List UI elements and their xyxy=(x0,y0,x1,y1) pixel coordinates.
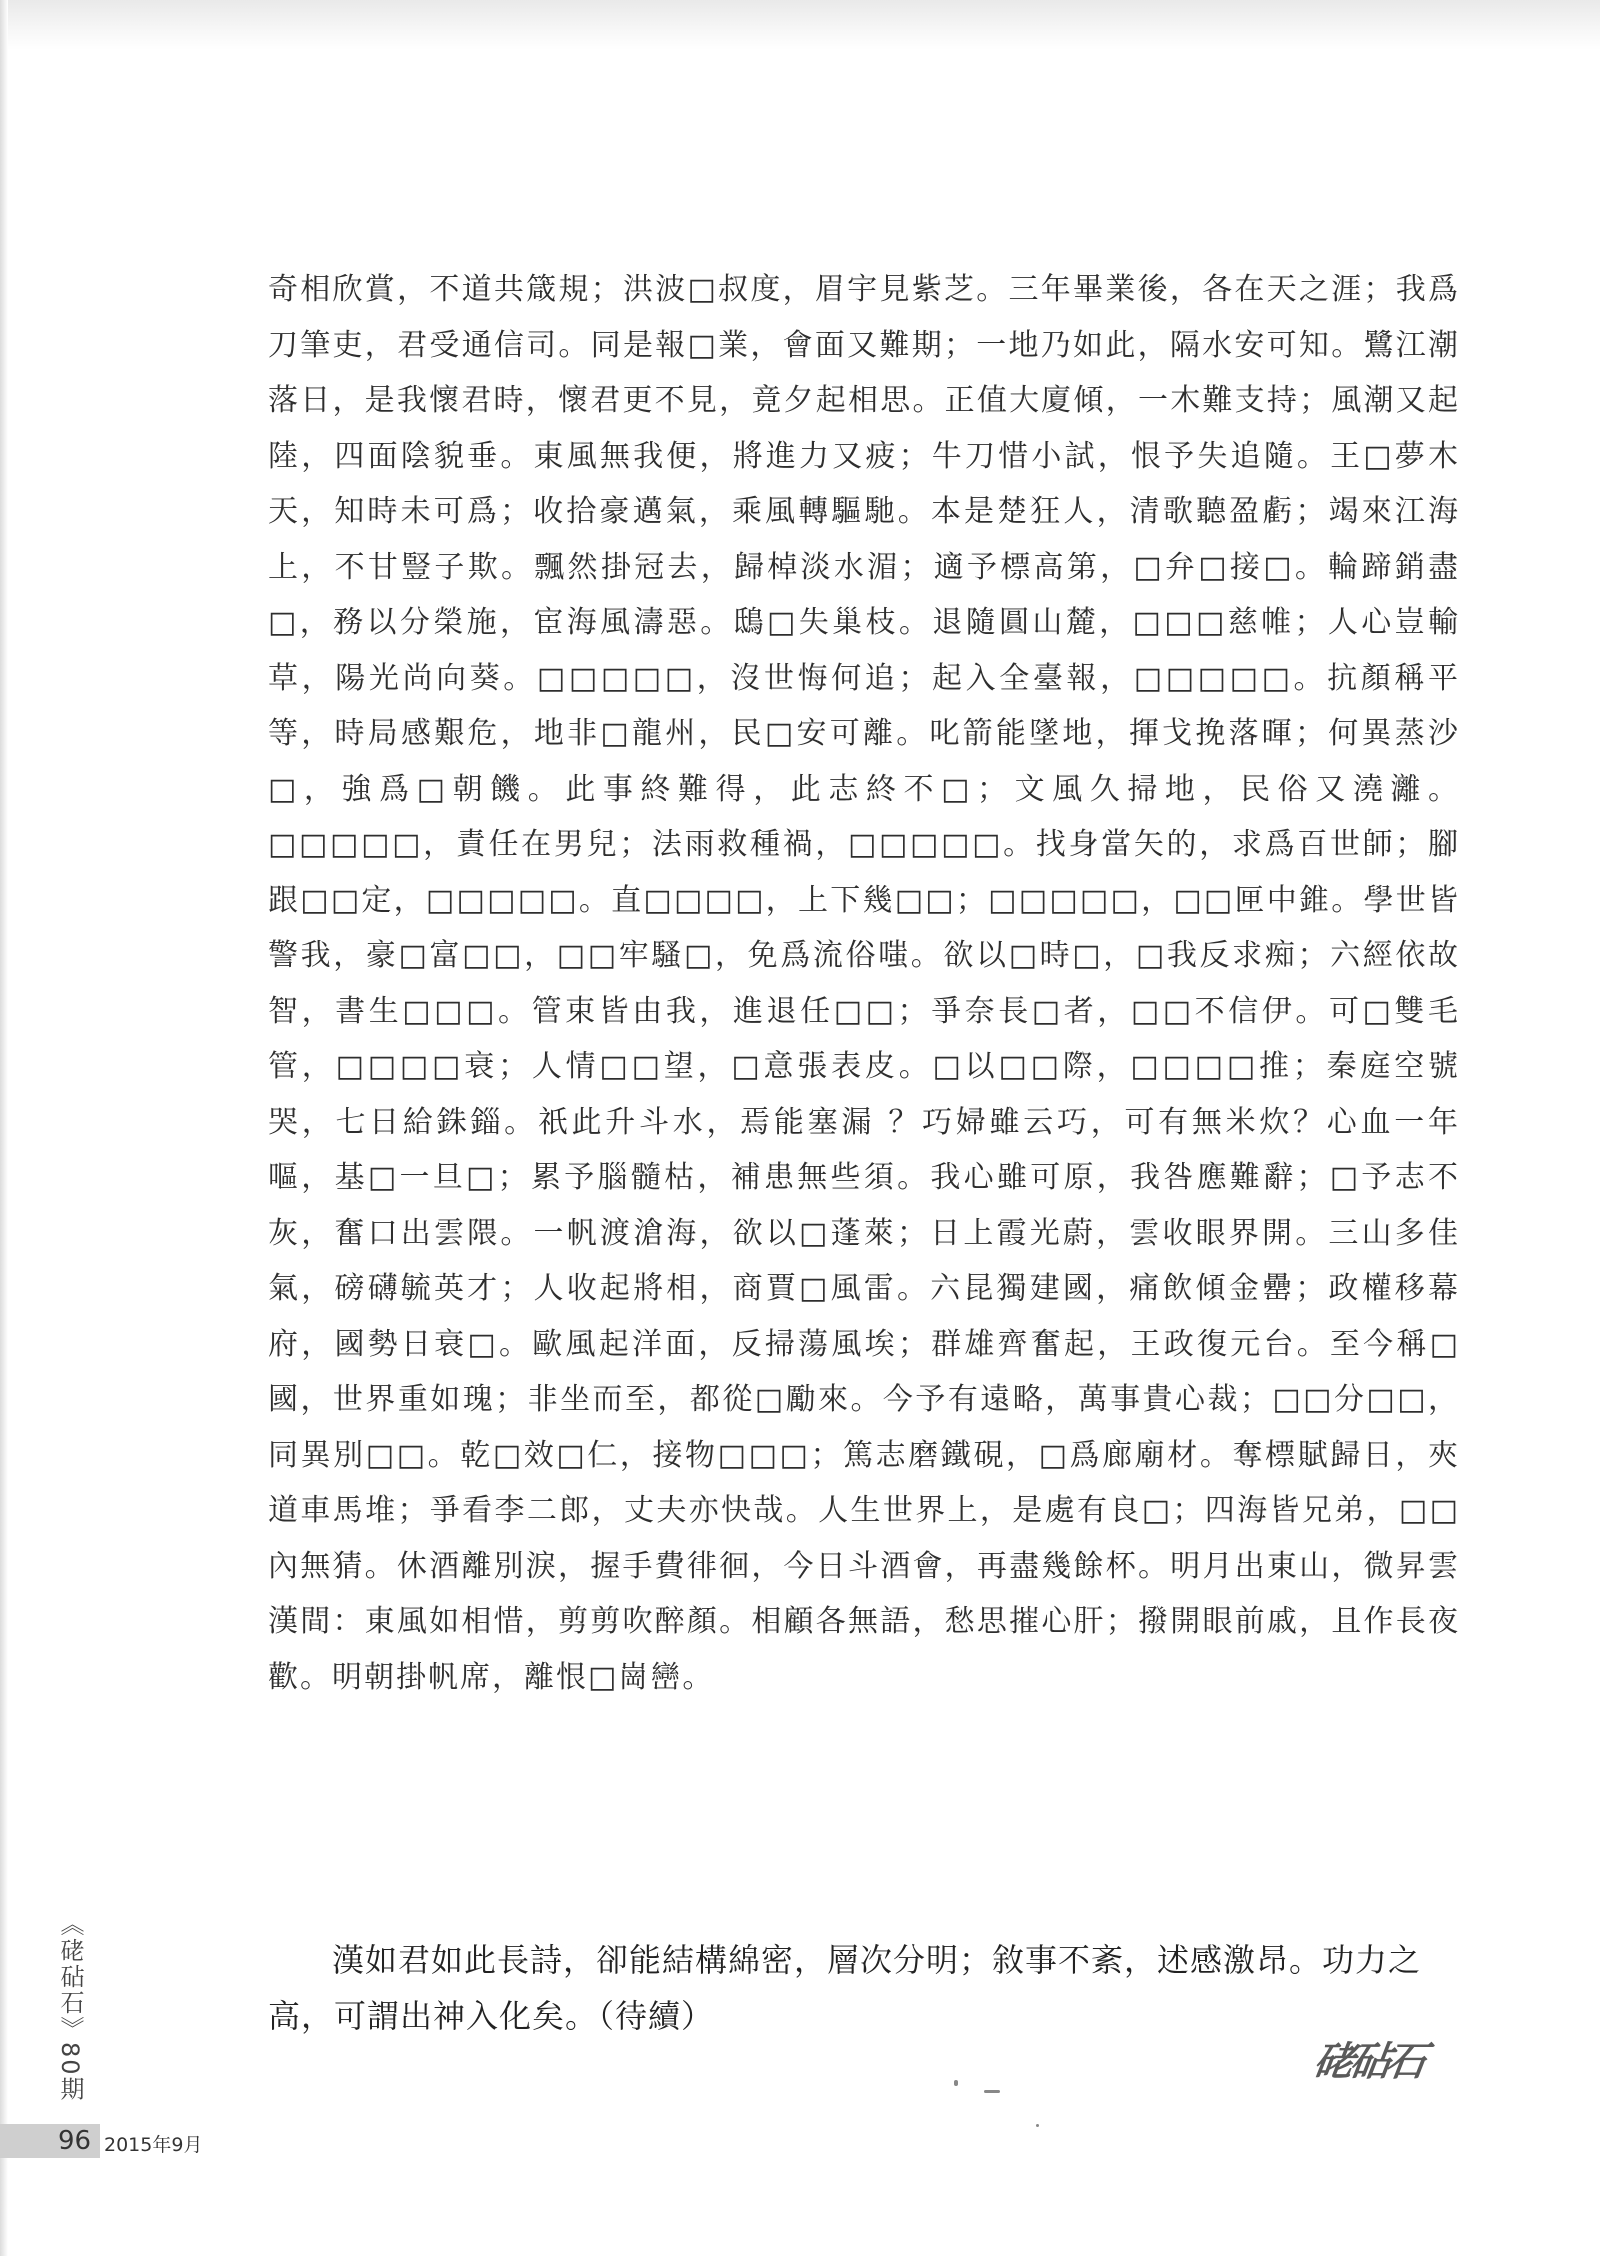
scan-speck xyxy=(954,2080,958,2086)
commentary-paragraph xyxy=(268,1932,1460,2044)
page-number: 96 xyxy=(58,2126,92,2156)
scan-speck xyxy=(1036,2124,1039,2127)
poem-body xyxy=(268,262,1460,1705)
poem-text: 奇相欣賞，不道共箴規；洪波□叔度，眉宇見紫芝。三年畢業後，各在天之涯；我爲刀筆吏，君受通信司。同是報□業，會面又難期；一地乃如此，隔水安可知。鷺江潮落日，是我懷君時，懷君更不見，竟夕起相思。正值大廈傾，一木難支持；風潮又起陸，四面陰貌垂。東風無我便，將進力又疲；牛刀惜小試，恨予失追隨。王□夢木天，知時未可爲；收拾豪邁氣，乘風轉驅馳。本是楚狂人，清歌聽盈虧；竭來江海上，不甘豎子欺。飄然掛冠去，歸棹淡水湄；適予標高第，□弁□接□。輪蹄銷盡□，務以分榮施，宦海風濤惡。鴟□失巢枝。退隨圓山麓，□□□慈帷；人心豈輸草，陽光尚向葵。□□□□□，沒世悔何追；起入全臺報，□□□□□。抗顏稱平等，時局感艱危，地非□龍州，民□安可離。叱箭能墜地，揮戈挽落暉；何異蒸沙□，強爲□朝饑。此事終難得，此志終不□；文風久掃地，民俗又澆灕。□□□□□，責任在男兒；法雨救種禍，□□□□□。找身當矢的，求爲百世師；腳跟□□定，□□□□□。直□□□□，上下幾□□；□□□□□，□□匣中錐。學世皆警我，豪□富□□，□□牢騷□，免爲流俗嗤。欲以□時□，□我反求痴；六經依故智，書生□□□。管束皆由我，進退任□□；爭奈長□者，□□不信伊。可□雙毛管，□□□□衰；人情□□望，□意張表皮。□以□□際，□□□□推；秦庭空號哭，七日給銖錙。祇此升斗水，焉能塞漏 ？巧婦雖云巧，可有無米炊？心血一年嘔，基□一旦□；累予腦髓枯，補患無些須。我心雖可原，我咎應難辭；□予志不灰，奮口出雲隈。一帆渡滄海，欲以□蓬萊；日上霞光蔚，雲收眼界開。三山多佳氣，磅礴毓英才；人收起將相，商賈□風雷。六昆獨建國，痛飲傾金罍；政權移幕府，國勢日衰□。歐風起洋面，反掃蕩風埃；群雄齊奮起，王政復元台。至今稱□國，世界重如瑰；非坐而至，都從□勵來。今予有遠略，萬事貴心裁；□□分□□，同異別□□。乾□效□仁，接物□□□；篤志磨鐵硯，□爲廊廟材。奪標賦歸日，夾道車馬堆；爭看李二郎，丈夫亦快哉。人生世界上，是處有良□；四海皆兄弟，□□內無猜。休酒離別淚，握手費徘徊，今日斗酒會，再盡幾餘杯。明月出東山，微昇雲漢間：東風如相惜，剪剪吹醉顏。相顧各無語，愁思摧心肝；撥開眼前戚，且作長夜歡。明朝掛帆席，離恨□崗巒。 xyxy=(268,272,1460,1695)
page-binding-shadow xyxy=(0,0,8,2256)
issue-date: 2015年9月 xyxy=(104,2134,203,2156)
page-top-shadow xyxy=(0,0,1600,50)
scan-speck xyxy=(984,2090,1000,2093)
journal-logo: 硓砧石 xyxy=(1310,2038,1426,2085)
commentary-text: 漢如君如此長詩，卻能結構綿密，層次分明；敘事不紊，述感激昂。功力之高，可謂出神入化矣。（待續） xyxy=(268,1942,1422,2034)
journal-issue-label: 《硓砧石》80期 xyxy=(56,1912,84,2103)
